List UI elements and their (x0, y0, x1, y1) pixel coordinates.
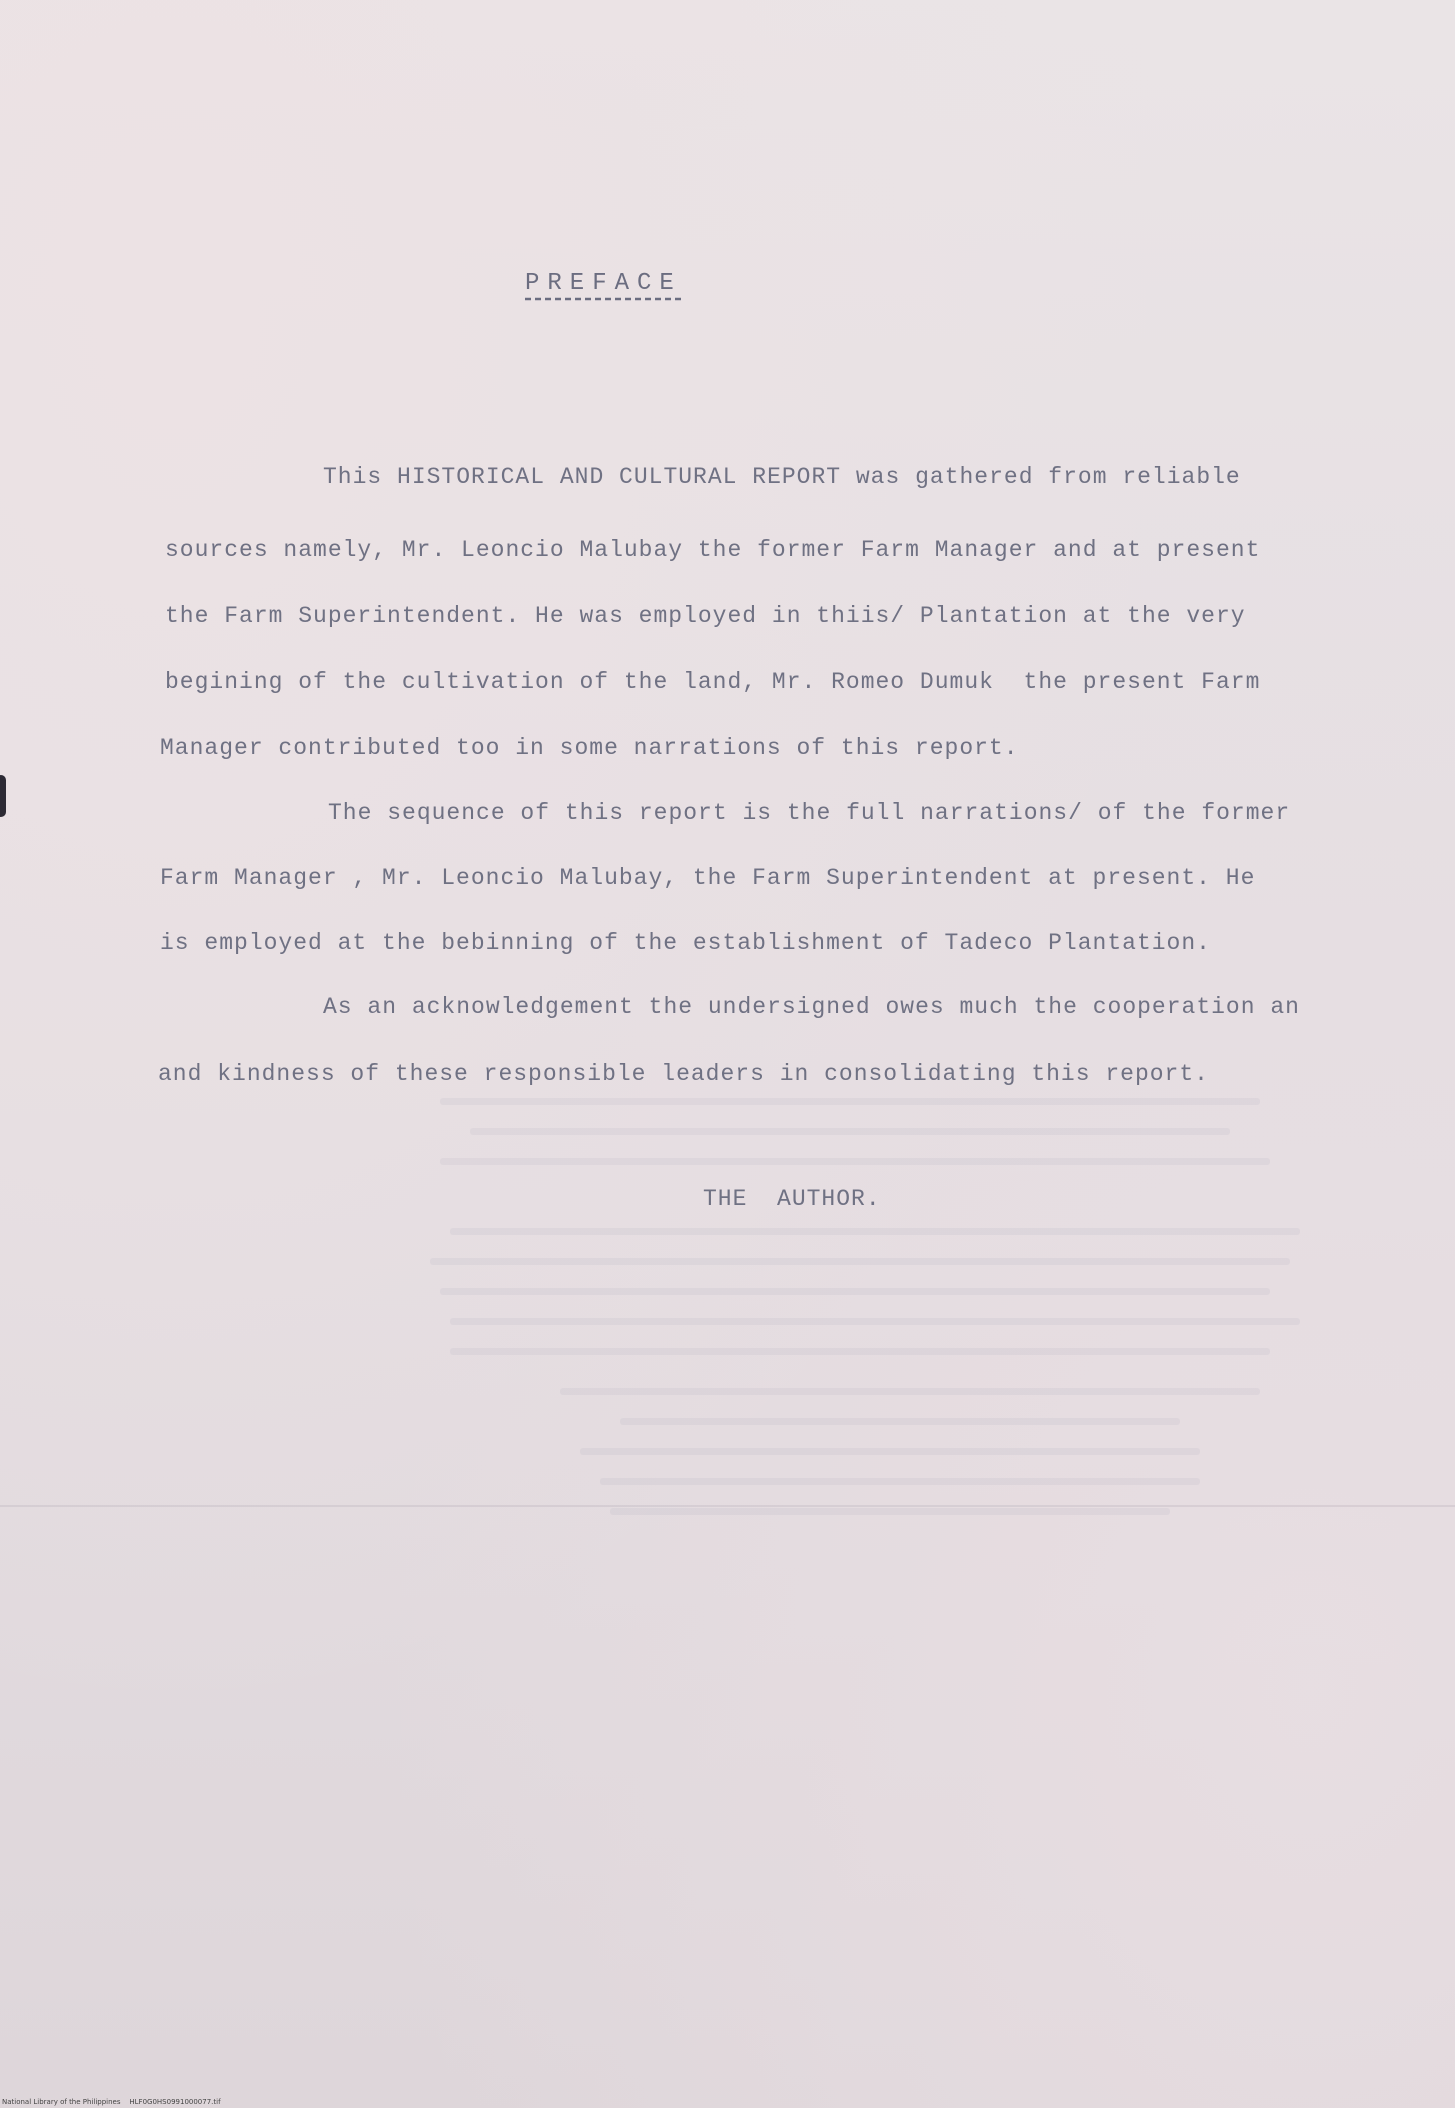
show-through-text (440, 1158, 1270, 1165)
show-through-text (450, 1318, 1300, 1325)
paragraph-1-line-5: Manager contributed too in some narrations of this report. (160, 735, 1019, 761)
paragraph-3-line-1: As an acknowledgement the undersigned owes much the cooperation an (323, 994, 1300, 1020)
show-through-text (440, 1098, 1260, 1105)
show-through-text (620, 1418, 1180, 1425)
show-through-text (470, 1128, 1230, 1135)
signature-line: THE AUTHOR. (703, 1186, 881, 1212)
scan-footer: National Library of the Philippines HLF0G0HS0991000077.tif (2, 2098, 221, 2106)
paragraph-1-line-1: This HISTORICAL AND CULTURAL REPORT was gathered from reliable (323, 464, 1241, 490)
paragraph-1-line-2: sources namely, Mr. Leoncio Malubay the former Farm Manager and at present (165, 537, 1261, 563)
show-through-text (600, 1478, 1200, 1485)
show-through-text (610, 1508, 1170, 1515)
paragraph-2-line-3: is employed at the bebinning of the establishment of Tadeco Plantation. (160, 930, 1211, 956)
paper-fold-line (0, 1505, 1455, 1507)
paragraph-1-line-4: begining of the cultivation of the land, Mr. Romeo Dumuk the present Farm (165, 669, 1261, 695)
show-through-text (450, 1348, 1270, 1355)
binding-mark (0, 775, 6, 817)
show-through-text (450, 1228, 1300, 1235)
paragraph-2-line-2: Farm Manager , Mr. Leoncio Malubay, the Farm Superintendent at present. He (160, 865, 1256, 891)
show-through-text (440, 1288, 1270, 1295)
paragraph-1-line-3: the Farm Superintendent. He was employed in thiis/ Plantation at the very (165, 603, 1246, 629)
paragraph-3-line-2: and kindness of these responsible leaders in consolidating this report. (158, 1061, 1209, 1087)
page-title: PREFACE (525, 270, 682, 297)
show-through-text (430, 1258, 1290, 1265)
paragraph-2-line-1: The sequence of this report is the full narrations/ of the former (328, 800, 1291, 826)
show-through-text (560, 1388, 1260, 1395)
show-through-text (580, 1448, 1200, 1455)
